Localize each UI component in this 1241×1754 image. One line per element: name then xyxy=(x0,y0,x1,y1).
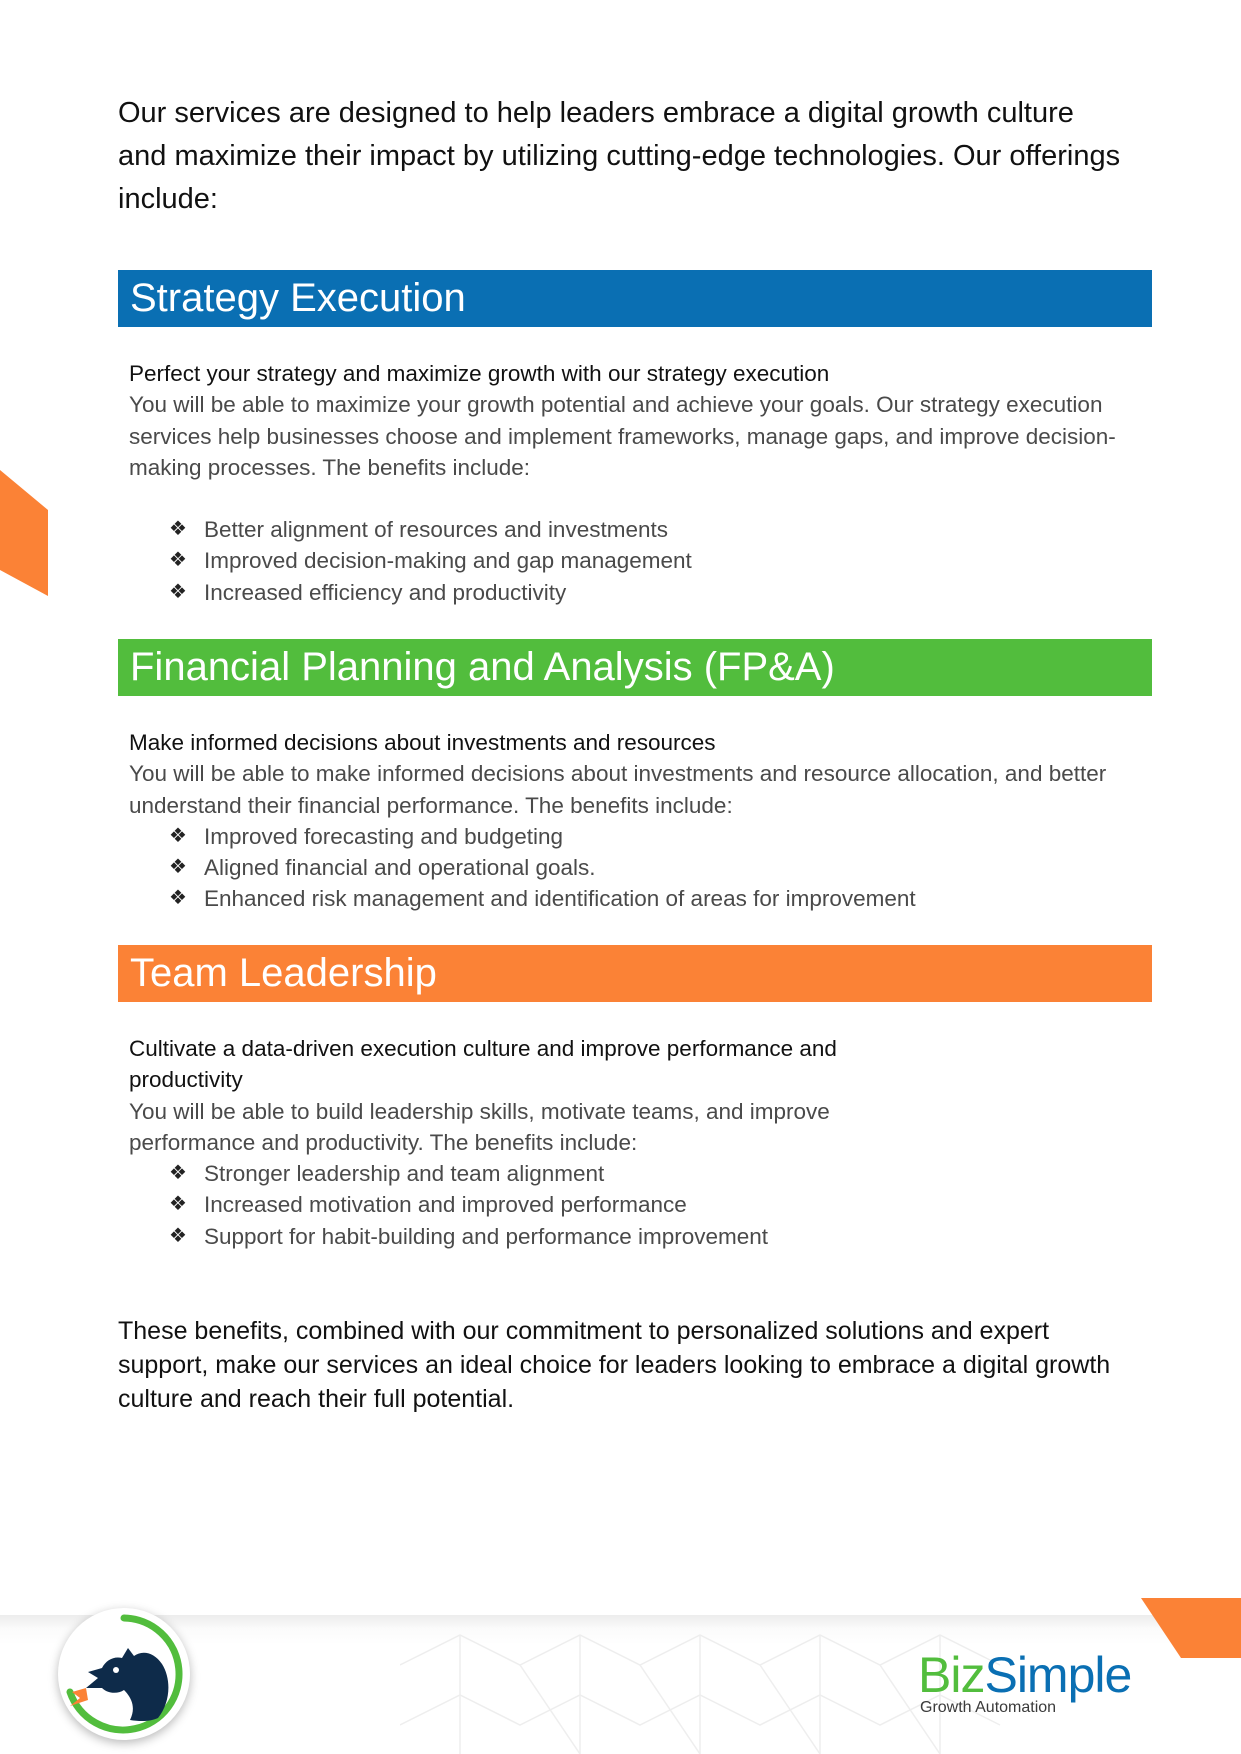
section-body: You will be able to build leadership skills, motivate teams, and improve performance and productivity. The benefits include: xyxy=(129,1098,830,1155)
dragon-icon xyxy=(58,1608,190,1740)
list-item: ❖ Aligned financial and operational goals. xyxy=(169,852,1129,883)
decorative-corner-tab xyxy=(1141,1598,1241,1658)
section-team-leadership xyxy=(129,1033,929,1252)
section-header-team-leadership: Team Leadership xyxy=(118,945,1152,1002)
diamond-bullet-icon: ❖ xyxy=(169,1162,187,1185)
section-lead: Perfect your strategy and maximize growth with our strategy execution xyxy=(129,361,830,386)
section-body: You will be able to maximize your growth potential and achieve your goals. Our strategy execution services help businesses choose and implement frameworks, manage gaps, and improve decision-making processes. The benefits include: xyxy=(129,392,1116,480)
section-header-strategy-execution: Strategy Execution xyxy=(118,270,1152,327)
brand-simple-text: Simple xyxy=(984,1647,1132,1703)
section-fpa xyxy=(129,727,1129,915)
company-logo xyxy=(58,1608,190,1740)
section-header-fpa: Financial Planning and Analysis (FP&A) xyxy=(118,639,1152,696)
intro-paragraph: Our services are designed to help leaders embrace a digital growth culture and maximize their impact by utilizing cutting-edge technologies. Our offerings include: xyxy=(118,97,1121,215)
list-item: ❖ Increased efficiency and productivity xyxy=(169,577,1129,608)
list-item: ❖ Stronger leadership and team alignment xyxy=(169,1158,929,1189)
list-item: ❖ Increased motivation and improved performance xyxy=(169,1189,929,1220)
benefits-list xyxy=(129,514,1129,608)
diamond-bullet-icon: ❖ xyxy=(169,580,187,603)
section-strategy-execution xyxy=(129,358,1129,608)
decorative-side-tab xyxy=(0,470,48,596)
diamond-bullet-icon: ❖ xyxy=(169,1224,187,1247)
list-item: ❖ Better alignment of resources and investments xyxy=(169,514,1129,545)
diamond-bullet-icon: ❖ xyxy=(169,887,187,910)
list-item: ❖ Enhanced risk management and identification of areas for improvement xyxy=(169,883,1129,914)
brand-wordmark xyxy=(918,1648,1148,1718)
list-item: ❖ Improved decision-making and gap management xyxy=(169,545,1129,576)
section-lead: Make informed decisions about investments and resources xyxy=(129,730,716,755)
diamond-bullet-icon: ❖ xyxy=(169,824,187,847)
section-lead: Cultivate a data-driven execution culture and improve performance and productivity xyxy=(129,1036,837,1093)
benefits-list xyxy=(129,1158,929,1252)
benefits-list xyxy=(129,821,1129,915)
brand-biz-text: Biz xyxy=(918,1647,985,1703)
diamond-bullet-icon: ❖ xyxy=(169,518,187,541)
closing-paragraph: These benefits, combined with our commitment to personalized solutions and expert support, make our services an ideal choice for leaders looking to embrace a digital growth culture and reach their full potential. xyxy=(118,1317,1111,1413)
diamond-bullet-icon: ❖ xyxy=(169,549,187,572)
list-item: ❖ Improved forecasting and budgeting xyxy=(169,821,1129,852)
diamond-bullet-icon: ❖ xyxy=(169,856,187,879)
diamond-bullet-icon: ❖ xyxy=(169,1193,187,1216)
section-body: You will be able to make informed decisions about investments and resource allocation, and better understand their financial performance. The benefits include: xyxy=(129,761,1107,818)
list-item: ❖ Support for habit-building and performance improvement xyxy=(169,1221,929,1252)
brand-tagline: Growth Automation xyxy=(920,1699,1057,1716)
